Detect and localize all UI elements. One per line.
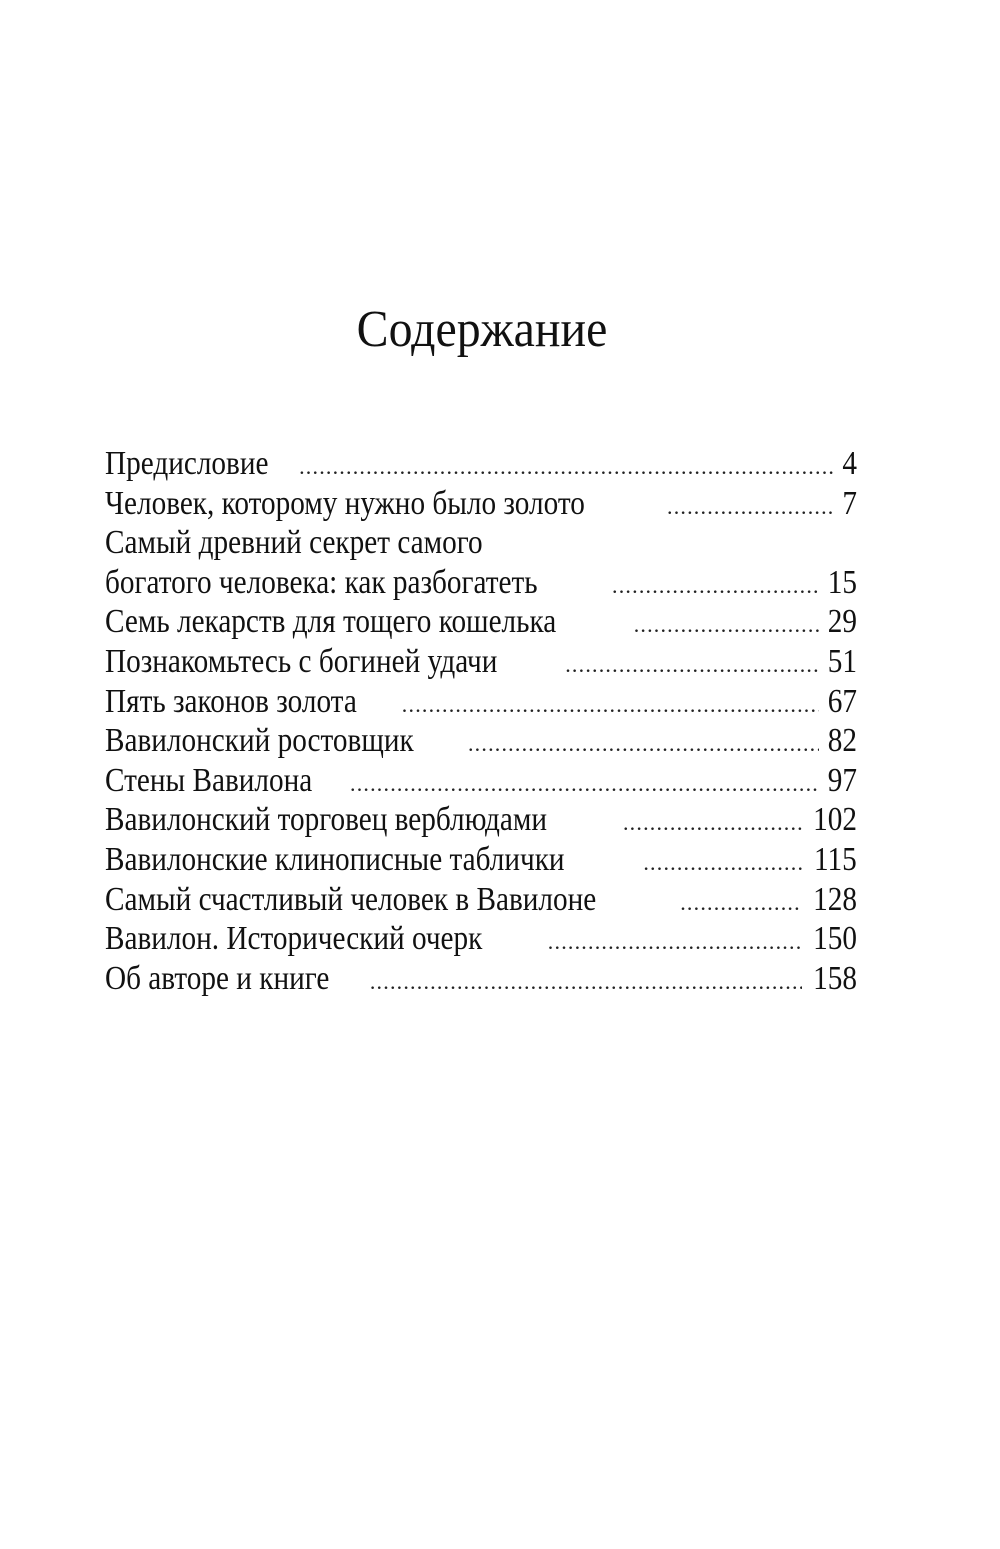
toc-entry-page: 67 bbox=[827, 682, 857, 720]
toc-entry-title-line1: Самый древний секрет самого bbox=[105, 524, 483, 562]
toc-entry-historical-sketch[interactable] bbox=[105, 919, 857, 959]
toc-entry-page: 29 bbox=[827, 603, 857, 641]
toc-entry-luckiest-man[interactable] bbox=[105, 880, 857, 920]
toc-entry-page: 7 bbox=[842, 484, 857, 522]
toc-entry-title: Человек, которому нужно было золото bbox=[105, 484, 585, 522]
toc-entry-walls-of-babylon[interactable] bbox=[105, 761, 857, 801]
toc-entry-title: Вавилонский торговец верблюдами bbox=[105, 801, 548, 839]
page-title: Содержание bbox=[356, 301, 608, 358]
toc-entry-title: Об авторе и книге bbox=[105, 959, 330, 997]
dot-leader bbox=[612, 566, 819, 606]
toc-entry-page: 97 bbox=[827, 761, 857, 799]
toc-entry-title: Вавилонские клинописные таблички bbox=[105, 840, 565, 878]
dot-leader bbox=[643, 843, 803, 883]
dot-leader bbox=[350, 764, 819, 804]
toc-entry-man-who-desired-gold[interactable] bbox=[105, 484, 857, 524]
toc-entry-title: Стены Вавилона bbox=[105, 761, 313, 799]
toc-entry-camel-trader[interactable] bbox=[105, 800, 857, 840]
toc-entry-title: богатого человека: как разбогатеть bbox=[105, 563, 538, 601]
dot-leader bbox=[565, 645, 819, 685]
dot-leader bbox=[680, 883, 802, 923]
dot-leader bbox=[623, 803, 802, 843]
toc-entry-page: 4 bbox=[842, 445, 857, 482]
toc-entry-page: 15 bbox=[827, 563, 857, 601]
toc-entry-title: Вавилонский ростовщик bbox=[105, 722, 414, 760]
toc-entry-title: Познакомьтесь с богиней удачи bbox=[105, 642, 498, 680]
dot-leader bbox=[468, 724, 819, 764]
toc-entry-clay-tablets[interactable] bbox=[105, 840, 857, 880]
toc-entry-seven-cures[interactable] bbox=[105, 602, 857, 642]
toc-entry-title: Самый счастливый человек в Вавилоне bbox=[105, 880, 597, 918]
toc-entry-richest-man-line1[interactable] bbox=[105, 523, 857, 563]
toc-entry-about-author[interactable] bbox=[105, 959, 857, 999]
dot-leader bbox=[299, 447, 833, 487]
dot-leader bbox=[667, 487, 833, 527]
toc-entry-page: 102 bbox=[813, 801, 857, 839]
toc-entry-goddess-of-luck[interactable] bbox=[105, 642, 857, 682]
toc-entry-page: 115 bbox=[814, 840, 857, 878]
toc-entry-title: Пять законов золота bbox=[105, 682, 357, 720]
toc-entry-gold-lender[interactable] bbox=[105, 721, 857, 761]
dot-leader bbox=[370, 962, 802, 1002]
dot-leader bbox=[634, 605, 819, 645]
toc-entry-page: 82 bbox=[827, 722, 857, 760]
toc-entry-five-laws-of-gold[interactable] bbox=[105, 682, 857, 722]
toc-entry-page: 51 bbox=[827, 642, 857, 680]
toc-entry-page: 158 bbox=[813, 959, 857, 997]
dot-leader bbox=[548, 922, 802, 962]
dot-leader bbox=[402, 685, 819, 725]
toc-entry-page: 150 bbox=[813, 920, 857, 958]
toc-entry-title: Семь лекарств для тощего кошелька bbox=[105, 603, 557, 641]
toc-entry-title: Вавилон. Исторический очерк bbox=[105, 920, 483, 958]
toc-entry-page: 128 bbox=[813, 880, 857, 918]
toc-entry-preface[interactable] bbox=[105, 444, 857, 484]
table-of-contents bbox=[105, 444, 857, 998]
toc-entry-richest-man[interactable] bbox=[105, 563, 857, 603]
toc-entry-title: Предисловие bbox=[105, 445, 269, 482]
